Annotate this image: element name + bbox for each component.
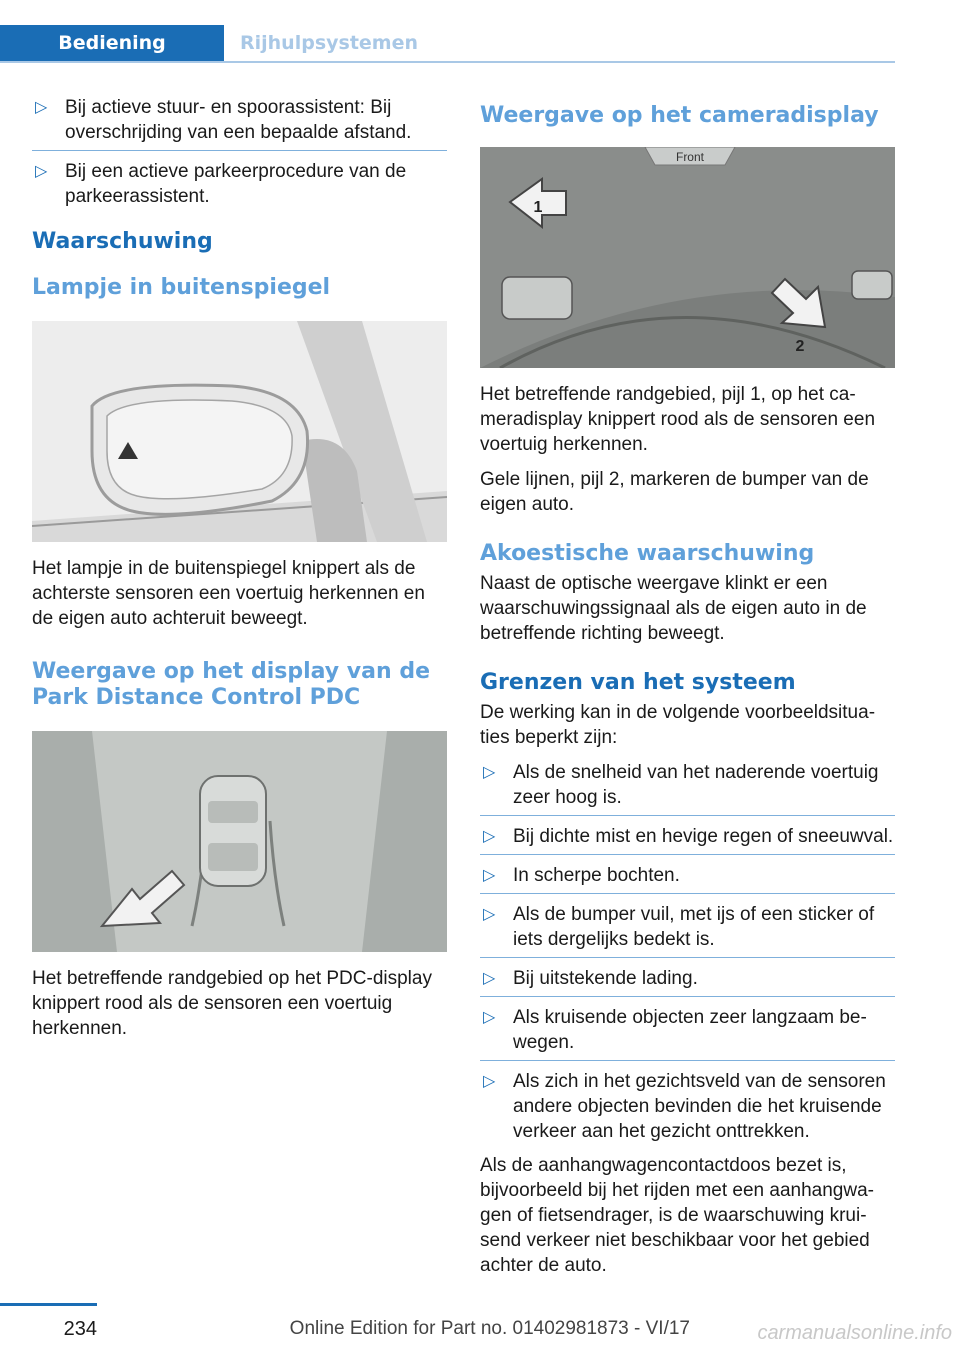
- triangle-bullet-icon: ▷: [483, 906, 496, 923]
- paragraph-mirror: Het lampje in de buitenspiegel knippert als de achterste sensoren een voertuig herkennen en de eigen auto achteruit beweegt.: [32, 558, 425, 629]
- divider: [480, 1060, 895, 1061]
- divider: [32, 150, 447, 151]
- svg-text:2: 2: [795, 338, 805, 355]
- triangle-bullet-icon: ▷: [483, 867, 496, 884]
- bullet-list-top: [32, 95, 447, 209]
- list-item: [480, 863, 895, 888]
- heading-camera: Weergave op het cameradisplay: [480, 103, 879, 128]
- triangle-bullet-icon: ▷: [483, 1009, 496, 1026]
- triangle-bullet-icon: ▷: [35, 163, 48, 180]
- page-number: 234: [63, 1318, 97, 1340]
- triangle-bullet-icon: ▷: [35, 99, 48, 116]
- paragraph-camera-1: Het betreffende randgebied, pijl 1, op het cameradisplay knippert rood als de sensoren een voertuig herkennen.: [480, 384, 876, 455]
- list-item-text: Als zich in het gezichtsveld van de sensoren andere objecten bevinden die het kruisende verkeer aan het gezicht onttrekken.: [513, 1071, 886, 1142]
- camera-display-image: [480, 147, 895, 368]
- left-column: [32, 95, 447, 1051]
- camera-front-label: Front: [675, 150, 705, 164]
- heading-warning: Waarschuwing: [32, 229, 213, 254]
- chapter-header: [0, 0, 895, 62]
- edition-footer: Online Edition for Part no. 01402981873 - VI/17: [289, 1318, 690, 1339]
- list-item: [480, 966, 895, 991]
- svg-text:1: 1: [533, 199, 543, 216]
- list-item-text: Als de snelheid van het naderende voertuig zeer hoog is.: [513, 762, 879, 808]
- limits-list: [480, 760, 895, 1144]
- triangle-bullet-icon: ▷: [483, 764, 496, 781]
- list-item: [480, 760, 895, 810]
- divider: [480, 854, 895, 855]
- paragraph-trailer: Als de aanhangwagencontactdoos bezet is, bijvoorbeeld bij het rijden met een aanhangwagen of fietsendrager, is de waarschuwing kruisend verkeer niet beschikbaar voor het gebied achter de auto.: [480, 1155, 874, 1276]
- list-item: [480, 1005, 895, 1055]
- paragraph-pdc: Het betreffende randgebied op het PDC-display knippert rood als de sensoren een voertuig herkennen.: [32, 968, 432, 1039]
- heading-acoustic: Akoestische waarschuwing: [480, 541, 815, 566]
- triangle-bullet-icon: ▷: [483, 1073, 496, 1090]
- heading-mirror: Lampje in buitenspiegel: [32, 275, 331, 300]
- paragraph-acoustic: Naast de optische weergave klinkt er een waarschuwingssignaal als de eigen auto in de betreffende richting beweegt.: [480, 573, 867, 644]
- list-item: [480, 824, 895, 849]
- tab-bediening[interactable]: Bediening: [0, 25, 224, 61]
- list-item-text: Bij uitstekende lading.: [513, 968, 698, 989]
- divider: [480, 957, 895, 958]
- tab-rijhulpsystemen[interactable]: Rijhulpsystemen: [240, 32, 419, 54]
- pdc-display-image: [32, 731, 447, 952]
- divider: [480, 996, 895, 997]
- divider: [480, 815, 895, 816]
- page-number-rule: [0, 1303, 97, 1306]
- list-item: [32, 95, 447, 145]
- list-item-text: In scherpe bochten.: [513, 865, 680, 886]
- list-item: [480, 1069, 895, 1144]
- mirror-image: [32, 321, 447, 542]
- list-item-text: Bij een actieve parkeerprocedure van de parkeerassistent.: [65, 161, 407, 207]
- triangle-bullet-icon: ▷: [483, 970, 496, 987]
- heading-pdc: Weergave op het display van de Park Distance Control PDC: [32, 659, 430, 710]
- divider: [480, 893, 895, 894]
- list-item-text: Als de bumper vuil, met ijs of een sticker of iets dergelijks bedekt is.: [513, 904, 875, 950]
- list-item-text: Bij dichte mist en hevige regen of sneeuwval.: [513, 826, 894, 847]
- watermark: carmanualsonline.info: [757, 1322, 952, 1344]
- heading-limits: Grenzen van het systeem: [480, 670, 796, 695]
- header-divider: [0, 61, 895, 63]
- list-item: [32, 159, 447, 209]
- paragraph-camera-2: Gele lijnen, pijl 2, markeren de bumper van de eigen auto.: [480, 469, 869, 515]
- triangle-bullet-icon: ▷: [483, 828, 496, 845]
- right-column: [480, 95, 895, 1288]
- list-item-text: Bij actieve stuur- en spoorassistent: Bij overschrijding van een bepaalde afstand.: [65, 97, 412, 143]
- list-item: [480, 902, 895, 952]
- paragraph-limits: De werking kan in de volgende voorbeeldsituaties beperkt zijn:: [480, 702, 876, 748]
- list-item-text: Als kruisende objecten zeer langzaam bewegen.: [513, 1007, 867, 1053]
